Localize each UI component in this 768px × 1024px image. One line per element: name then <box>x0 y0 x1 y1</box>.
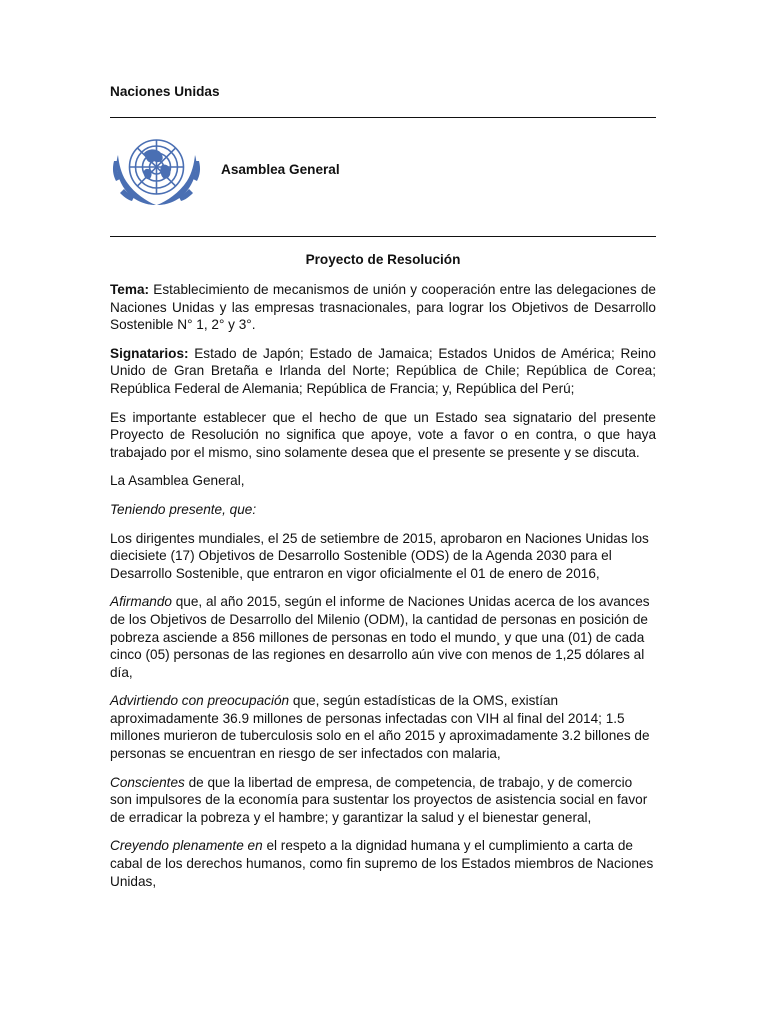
assembly-name: Asamblea General <box>221 162 340 177</box>
conscientes-paragraph <box>110 774 656 827</box>
afirmando-paragraph <box>110 593 656 681</box>
organization-name: Naciones Unidas <box>110 84 220 99</box>
advirtiendo-lead: Advirtiendo con preocupación <box>110 693 290 709</box>
tema-label: Tema: <box>110 282 150 297</box>
un-emblem-icon <box>110 131 203 213</box>
dirigentes-paragraph: Los dirigentes mundiales, el 25 de setiembre de 2015, aprobaron en Naciones Unidas los diecisiete (17) Objetivos de Desarrollo Sostenible (ODS) de la Agenda 2030 para el Desarrollo Sostenible, que entraron en vigor oficialmente el 01 de enero de 2016, <box>110 530 649 581</box>
creyendo-lead: Creyendo plenamente en <box>110 838 263 854</box>
header-rule-bottom <box>110 236 656 237</box>
conscientes-text: de que la libertad de empresa, de competencia, de trabajo, y de comercio son impulsores de la economía para sustentar los proyectos de asistencia social en favor de erradicar la pobreza y el hambre; y garantizar la salud y el bienestar general, <box>110 774 648 825</box>
tema-paragraph <box>110 281 656 334</box>
assembly-line: La Asamblea General, <box>110 473 245 489</box>
advirtiendo-text: que, según estadísticas de la OMS, existían aproximadamente 36.9 millones de personas infectadas con VIH al final del 2014; 1.5 millones murieron de tuberculosis solo en el año 2015 y aproximadamente 3.2 billones de personas se encuentran en riesgo de ser infectados con malaria, <box>110 693 650 762</box>
afirmando-text: que, al año 2015, según el informe de Naciones Unidas acerca de los avances de los Objetivos de Desarrollo del Milenio (ODM), la cantidad de personas en posición de pobreza asciende a 856 millones de personas en todo el mundo¸ y que una (01) de cada cinco (05) personas de las regiones en desarrollo aún vive con menos de 1,25 dólares al día, <box>110 594 650 680</box>
disclaimer-paragraph: Es importante establecer que el hecho de que un Estado sea signatario del presente Proyecto de Resolución no significa que apoye, vote a favor o en contra, o que haya trabajado por el mismo, sino solamente desea que el presente se presente y se discuta. <box>110 409 656 460</box>
conscientes-lead: Conscientes <box>110 774 185 790</box>
signatarios-text: Estado de Japón; Estado de Jamaica; Estados Unidos de América; Reino Unido de Gran Bretaña e Irlanda del Norte; República de Chile; República de Corea; República Federal de Alemania; República de Francia; y, República del Perú; <box>110 345 656 396</box>
signatarios-label: Signatarios: <box>110 345 189 361</box>
signatarios-paragraph <box>110 345 656 398</box>
afirmando-lead: Afirmando <box>110 594 172 610</box>
creyendo-paragraph <box>110 837 656 890</box>
teniendo-heading <box>110 501 656 519</box>
header-rule-top <box>110 117 656 118</box>
tema-text: Establecimiento de mecanismos de unión y cooperación entre las delegaciones de Naciones Unidas y las empresas trasnacionales, para lograr los Objetivos de Desarrollo Sostenible N° 1, 2° y 3°. <box>110 282 656 333</box>
advirtiendo-paragraph <box>110 692 656 762</box>
document-body <box>110 281 656 901</box>
document-title: Proyecto de Resolución <box>305 252 461 267</box>
creyendo-text: el respeto a la dignidad humana y el cumplimiento a carta de cabal de los derechos humanos, como fin supremo de los Estados miembros de Naciones Unidas, <box>110 838 654 889</box>
teniendo-text: Teniendo presente, que: <box>110 501 257 517</box>
